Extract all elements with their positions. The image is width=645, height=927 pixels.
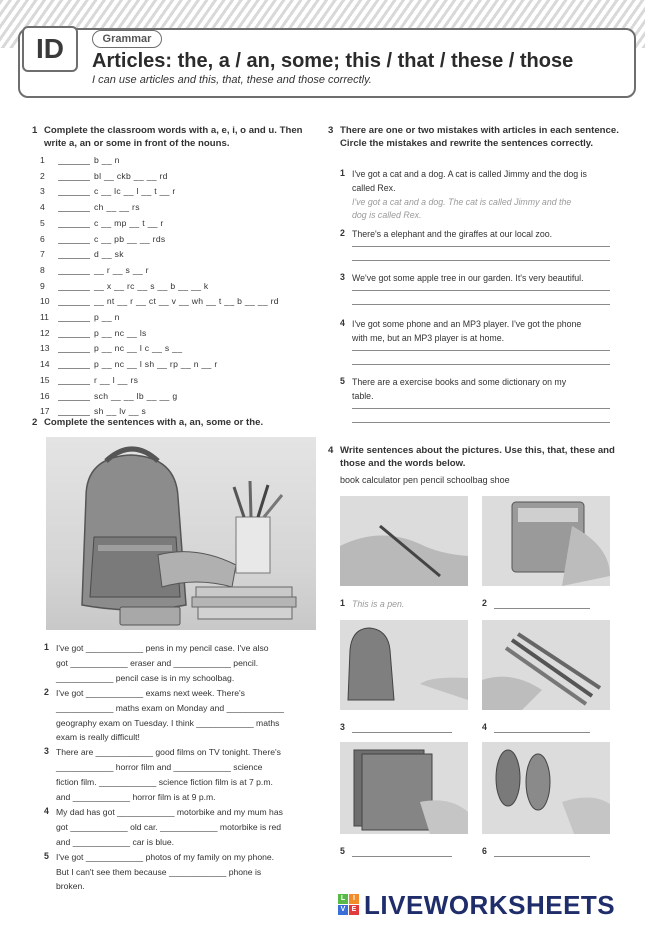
ex1-answer-blank[interactable] [58,352,90,353]
ex3-item-number: 2 [340,228,345,238]
ex2-sentence-line: There are ____________ good films on TV tonight. There's [56,747,281,758]
liveworksheets-logo [338,890,615,920]
calculator-photo [482,496,610,586]
ex3-item-number: 3 [340,272,345,282]
ex2-sentence-line: ____________ maths exam on Monday and ____________ [56,702,284,713]
ex3-item-number: 5 [340,376,345,386]
ex2-sentence-line: I've got ____________ exams next week. There's [56,687,245,698]
ex1-answer-blank[interactable] [58,337,90,338]
ex1-word: __ x __ rc __ s __ b __ __ k [94,280,209,291]
ex3-item-number: 1 [340,168,345,178]
schoolbag-small-photo [340,620,468,710]
ex3-sentence-cont: called Rex. [352,183,396,193]
ex1-item-number: 3 [40,186,45,197]
ex2-sentence-line: But I can't see them because ____________ phone is [56,866,262,877]
ex3-sentence: There's a elephant and the giraffes at our local zoo. [352,229,553,239]
ex1-item-number: 1 [40,155,45,165]
ex1-answer-blank[interactable] [58,243,90,244]
ex4-example-answer: This is a pen. [352,599,405,609]
ex2-item-number: 3 [44,746,49,757]
ex4-item-number: 4 [482,722,487,732]
ex1-answer-blank[interactable] [58,368,90,369]
ex1-answer-blank[interactable] [58,305,90,306]
ex3-answer-line[interactable] [352,260,610,261]
page-title: Articles: the, a / an, some; this / that / these / those [92,50,574,72]
ex4-answer-line[interactable] [494,608,590,609]
ex1-item-number: 7 [40,249,45,260]
unit-badge: ID [22,26,78,72]
ex2-sentence-line: exam is really difficult! [56,732,140,743]
ex4-item-number: 5 [340,846,345,856]
ex1-word: b __ n [94,155,120,165]
ex3-instruction [328,124,622,150]
ex2-instruction [32,416,314,429]
ex4-instruction [328,444,620,470]
ex4-answer-line[interactable] [494,856,590,857]
ex2-sentence-line: I've got ____________ pens in my pencil case. I've also [56,643,269,653]
ex2-sentence-line: fiction film. ____________ science fiction film is at 7 p.m. [56,777,273,788]
ex1-answer-blank[interactable] [58,195,90,196]
ex2-sentence-line: got ____________ eraser and ____________ pencil. [56,657,259,668]
liveworksheets-icon: L I V E [338,894,360,916]
ex3-number: 3 [328,125,334,136]
ex1-item-number: 17 [40,406,50,417]
ex1-item-number: 8 [40,264,45,275]
ex4-answer-line[interactable] [352,856,452,857]
ex2-sentence-line: ____________ horror film and ____________ science [56,762,263,773]
ex2-instruction-text: Complete the sentences with a, an, some or the. [44,417,264,428]
ex1-answer-blank[interactable] [58,274,90,275]
ex3-sentence: I've got a cat and a dog. A cat is called Jimmy and the dog is [352,169,587,179]
ex1-item-number: 10 [40,296,50,307]
ex2-item-number: 5 [44,850,49,861]
ex1-answer-blank[interactable] [58,211,90,212]
ex1-word: p __ nc __ l c __ s __ [94,343,183,354]
books-photo [340,742,468,834]
ex1-answer-blank[interactable] [58,227,90,228]
pencils-photo [482,620,610,710]
ex3-answer-line[interactable] [352,290,610,291]
ex2-sentence-line: geography exam on Tuesday. I think ____________ maths [56,717,280,728]
ex1-word: d __ sk [94,249,124,260]
ex4-answer-line[interactable] [352,732,452,733]
ex4-item-number: 1 [340,598,345,608]
schoolbag-photo [46,437,316,630]
ex3-answer-line[interactable] [352,350,610,351]
ex4-item-number: 2 [482,598,487,608]
ex3-instruction-text: There are one or two mistakes with articles in each sentence. Circle the mistakes and rewrite the sentences correctly. [340,125,619,149]
ex1-item-number: 2 [40,170,45,181]
ex2-number: 2 [32,417,38,428]
ex3-sentence: I've got some phone and an MP3 player. I've got the phone [352,319,582,329]
ex3-sentence: We've got some apple tree in our garden. It's very beautiful. [352,273,584,283]
ex1-item-number: 15 [40,374,50,385]
ex3-example-answer: I've got a cat and a dog. The cat is called Jimmy and the [352,197,572,207]
pen-photo [340,496,468,586]
ex2-item-number: 4 [44,805,49,816]
ex1-answer-blank[interactable] [58,180,90,181]
ex4-number: 4 [328,445,334,456]
ex1-word: p __ n [94,312,120,322]
ex1-item-number: 9 [40,280,45,291]
ex1-instruction [32,124,314,150]
ex1-answer-blank[interactable] [58,321,90,322]
ex2-item-number: 1 [44,642,49,652]
ex1-word: __ r __ s __ r [94,264,149,275]
ex1-word: r __ l __ rs [94,374,139,385]
ex1-answer-blank[interactable] [58,290,90,291]
ex2-sentence-line: My dad has got ____________ motorbike and my mum has [56,806,283,817]
ex3-answer-line[interactable] [352,304,610,305]
ex2-sentence-line: and ____________ car is blue. [56,836,175,847]
ex1-word: c __ mp __ t __ r [94,217,164,228]
ex1-item-number: 12 [40,327,50,338]
ex2-sentence-line: and ____________ horror film is at 9 p.m. [56,792,216,802]
ex3-answer-line[interactable] [352,408,610,409]
ex1-item-number: 4 [40,202,45,213]
ex1-item-number: 14 [40,359,50,370]
ex1-answer-blank[interactable] [58,164,90,165]
ex4-word-box: book calculator pen pencil schoolbag shoe [340,475,510,485]
ex4-item-number: 3 [340,722,345,732]
ex1-item-number: 16 [40,390,50,401]
section-tab: Grammar [92,30,162,48]
ex1-word: bl __ ckb __ __ rd [94,170,168,181]
ex2-sentence-line: broken. [56,881,85,892]
ex3-sentence-cont: table. [352,391,374,401]
ex1-item-number: 11 [40,312,49,322]
ex1-answer-blank[interactable] [58,258,90,259]
ex1-word: c __ lc __ l __ t __ r [94,186,176,197]
ex3-answer-line[interactable] [352,364,610,365]
ex1-answer-blank[interactable] [58,384,90,385]
ex1-word: ch __ __ rs [94,202,140,213]
ex1-number: 1 [32,125,38,136]
liveworksheets-wordmark: LIVEWORKSHEETS [364,889,616,920]
ex1-answer-blank[interactable] [58,400,90,401]
ex2-sentence-line: ____________ pencil case is in my schoolbag. [56,672,235,683]
ex4-instruction-text: Write sentences about the pictures. Use this, that, these and those and the words below. [340,445,615,469]
page-subtitle: I can use articles and this, that, these and those correctly. [92,74,372,86]
ex3-item-number: 4 [340,318,345,328]
ex1-word: __ nt __ r __ ct __ v __ wh __ t __ b __ __ rd [94,296,279,307]
ex1-word: p __ nc __ l sh __ rp __ n __ r [94,359,218,370]
ex3-sentence-cont: with me, but an MP3 player is at home. [352,333,505,343]
ex4-item-number: 6 [482,846,487,856]
ex1-word: sch __ __ lb __ __ g [94,390,178,401]
ex1-word: c __ pb __ __ rds [94,233,166,244]
ex3-answer-line[interactable] [352,422,610,423]
ex2-item-number: 2 [44,686,49,697]
ex4-answer-line[interactable] [494,732,590,733]
ex2-sentence-line: I've got ____________ photos of my family on my phone. [56,851,275,862]
shoes-photo [482,742,610,834]
ex1-instruction-text: Complete the classroom words with a, e, i, o and u. Then write a, an or some in front of the nouns. [44,125,303,149]
ex1-word: p __ nc __ ls [94,327,147,338]
ex1-item-number: 6 [40,233,45,244]
ex3-example-answer-cont: dog is called Rex. [352,210,422,220]
ex1-item-number: 5 [40,217,45,228]
ex3-sentence: There are a exercise books and some dictionary on my [352,377,567,387]
ex1-word: sh __ lv __ s [94,406,147,417]
ex3-answer-line[interactable] [352,246,610,247]
ex2-sentence-line: got ____________ old car. ____________ motorbike is red [56,821,282,832]
ex1-item-number: 13 [40,343,50,354]
